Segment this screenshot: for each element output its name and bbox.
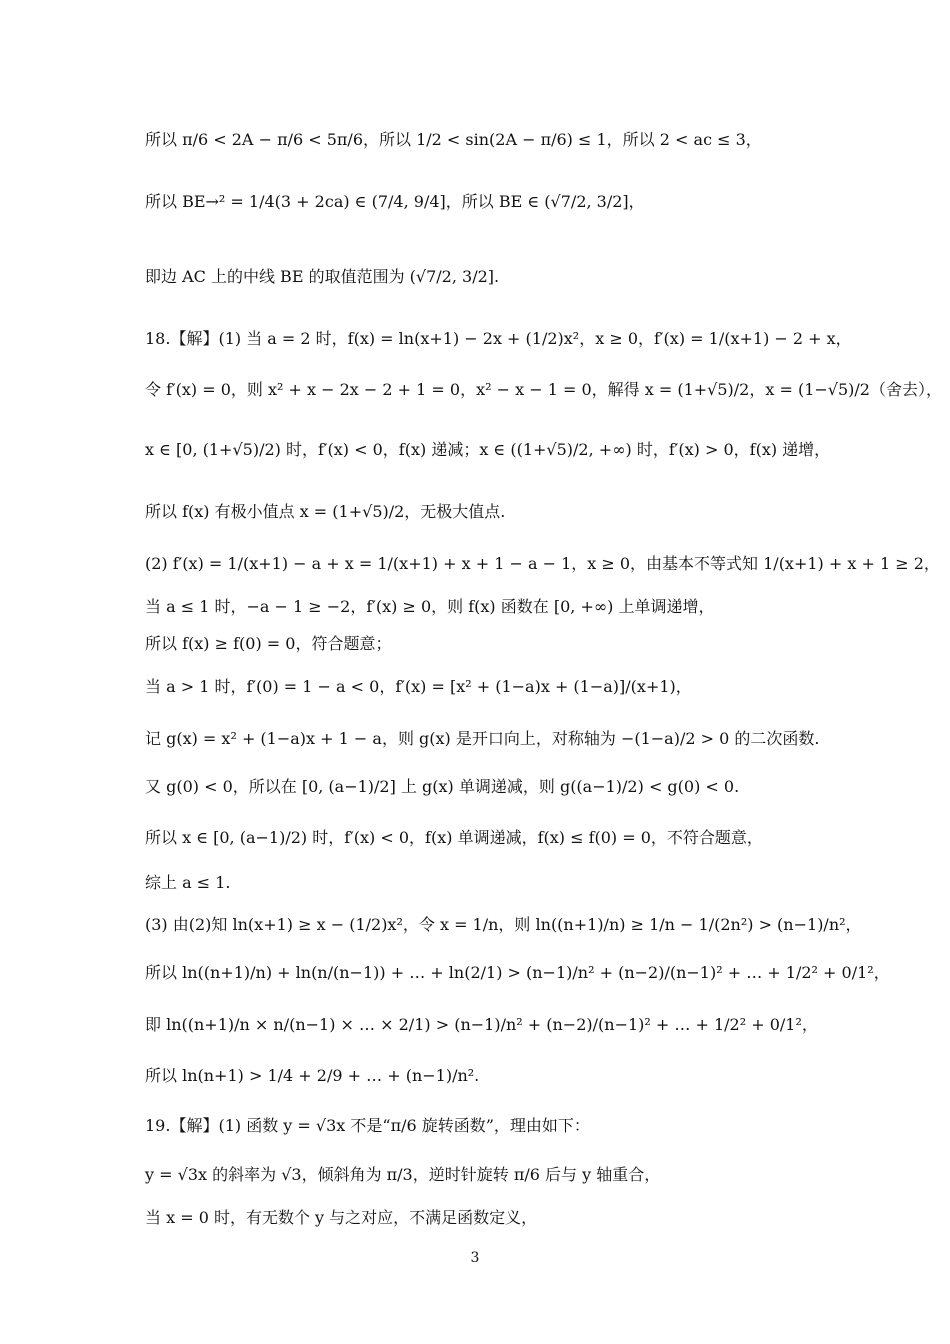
text-line-18: 即 ln((n+1)/n × n/(n−1) × … × 2/1) > (n−1)/n² + (n−2)/(n−1)² + … + 1/2² + 0/1²， (145, 1015, 818, 1034)
text-line-22: 当 x = 0 时，有无数个 y 与之对应，不满足函数定义， (145, 1208, 538, 1227)
text-line-21: y = √3x 的斜率为 √3，倾斜角为 π/3，逆时针旋转 π/6 后与 y 轴重合， (145, 1165, 661, 1184)
text-line-20: 19.【解】(1) 函数 y = √3x 不是“π/6 旋转函数”，理由如下： (145, 1116, 590, 1135)
text-line-16: (3) 由(2)知 ln(x+1) ≥ x − (1/2)x²，令 x = 1/n，则 ln((n+1)/n) ≥ 1/n − 1/(2n²) > (n−1)/n²， (145, 915, 862, 934)
text-line-8: (2) f′(x) = 1/(x+1) − a + x = 1/(x+1) + x + 1 − a − 1，x ≥ 0，由基本不等式知 1/(x+1) + x + 1 ≥ 2， (145, 554, 940, 573)
text-line-17: 所以 ln((n+1)/n) + ln(n/(n−1)) + … + ln(2/1) > (n−1)/n² + (n−2)/(n−1)² + … + 1/2² + 0/1²， (145, 963, 890, 982)
text-line-9: 当 a ≤ 1 时，−a − 1 ≥ −2，f′(x) ≥ 0，则 f(x) 函数在 [0, +∞) 上单调递增， (145, 597, 715, 616)
text-line-4: 18.【解】(1) 当 a = 2 时，f(x) = ln(x+1) − 2x + (1/2)x²，x ≥ 0，f′(x) = 1/(x+1) − 2 + x， (145, 329, 852, 348)
text-line-19: 所以 ln(n+1) > 1/4 + 2/9 + … + (n−1)/n². (145, 1066, 480, 1085)
text-line-11: 当 a > 1 时，f′(0) = 1 − a < 0，f′(x) = [x² + (1−a)x + (1−a)]/(x+1)， (145, 677, 692, 696)
page-number: 3 (470, 1250, 480, 1266)
text-line-10: 所以 f(x) ≥ f(0) = 0，符合题意； (145, 634, 392, 653)
text-line-3: 即边 AC 上的中线 BE 的取值范围为 (√7/2, 3/2]. (145, 267, 500, 286)
text-line-7: 所以 f(x) 有极小值点 x = (1+√5)/2，无极大值点. (145, 502, 506, 521)
text-line-1: 所以 π/6 < 2A − π/6 < 5π/6，所以 1/2 < sin(2A − π/6) ≤ 1，所以 2 < ac ≤ 3， (145, 130, 762, 149)
text-line-5: 令 f′(x) = 0，则 x² + x − 2x − 2 + 1 = 0，x² − x − 1 = 0，解得 x = (1+√5)/2，x = (1−√5)/2（舍去）， (145, 380, 942, 399)
text-line-6: x ∈ [0, (1+√5)/2) 时，f′(x) < 0，f(x) 递减；x ∈ ((1+√5)/2, +∞) 时，f′(x) > 0，f(x) 递增， (145, 440, 831, 459)
text-line-2: 所以 BE→² = 1/4(3 + 2ca) ∈ (7/4, 9/4]，所以 BE ∈ (√7/2, 3/2]， (145, 192, 645, 211)
text-line-13: 又 g(0) < 0，所以在 [0, (a−1)/2] 上 g(x) 单调递减，则 g((a−1)/2) < g(0) < 0. (145, 777, 740, 796)
text-line-15: 综上 a ≤ 1. (145, 873, 231, 892)
text-line-12: 记 g(x) = x² + (1−a)x + 1 − a，则 g(x) 是开口向上，对称轴为 −(1−a)/2 > 0 的二次函数. (145, 729, 820, 748)
text-line-14: 所以 x ∈ [0, (a−1)/2) 时，f′(x) < 0，f(x) 单调递减，f(x) ≤ f(0) = 0，不符合题意， (145, 828, 763, 847)
